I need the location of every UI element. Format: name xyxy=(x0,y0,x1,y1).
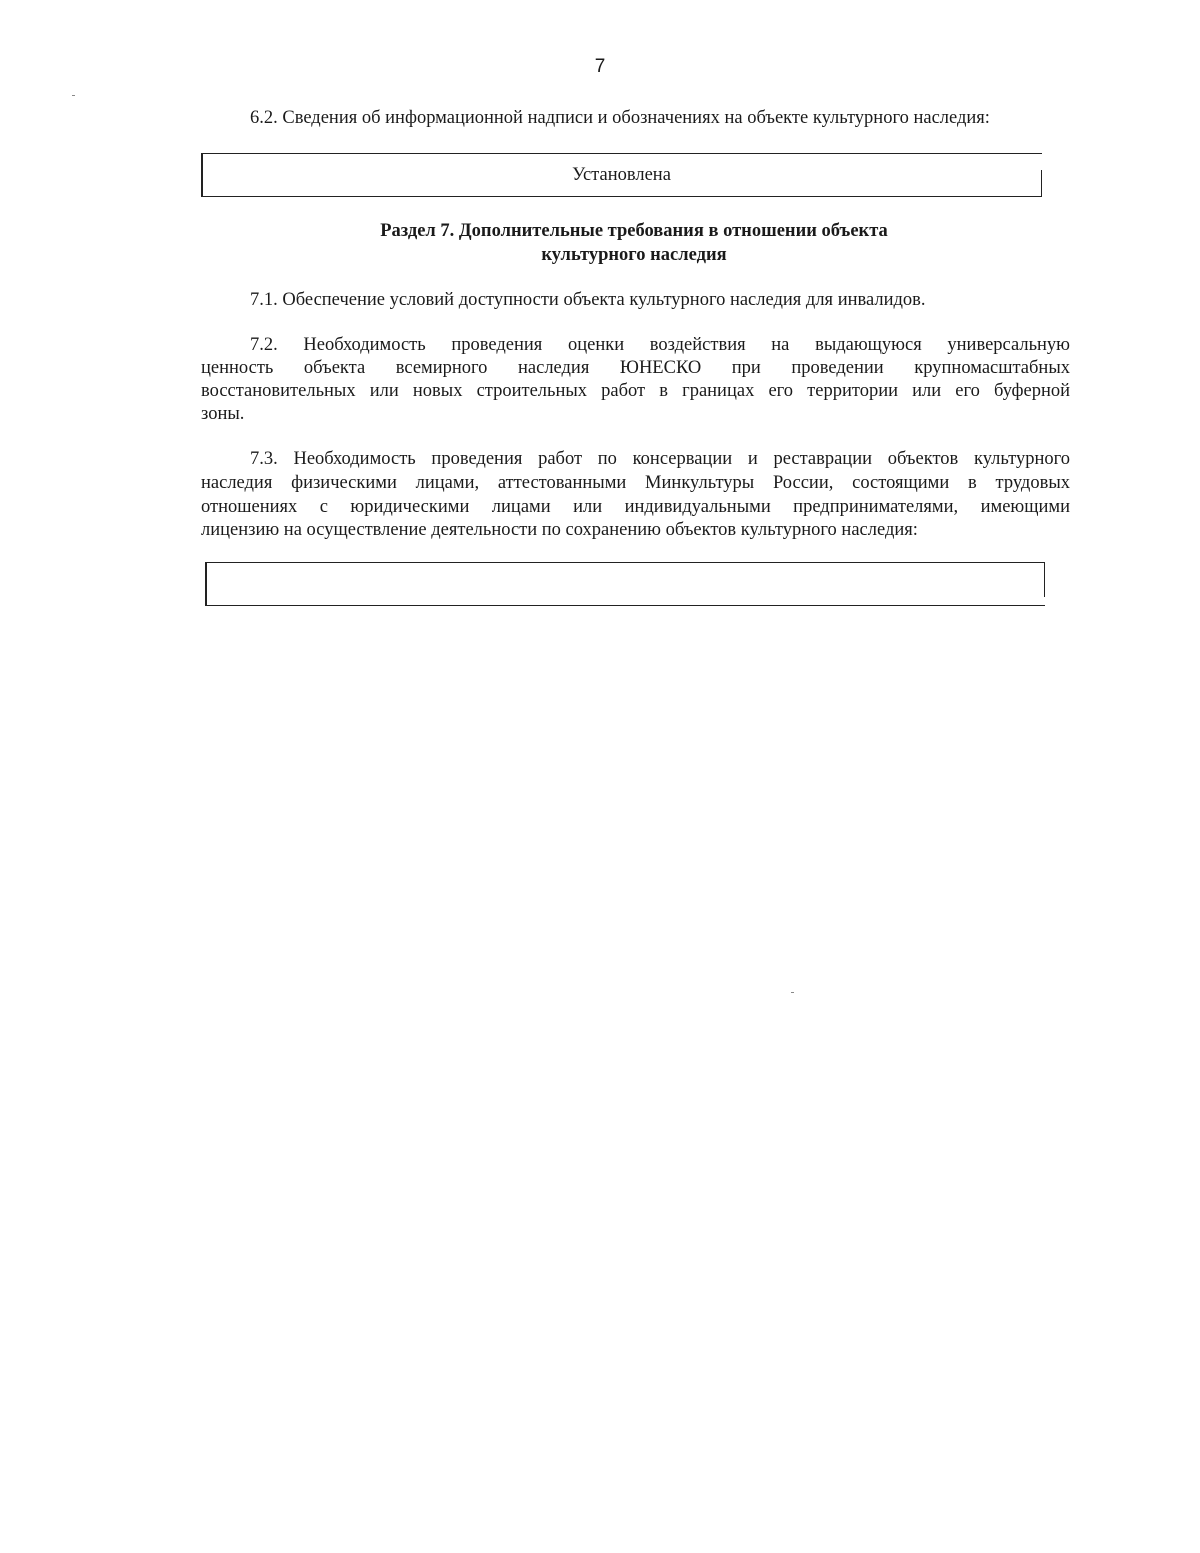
item-6-2: 6.2. Сведения об информационной надписи и обозначениях на объекте культурного наследия: xyxy=(250,108,990,128)
page-number: 7 xyxy=(594,56,606,77)
item-7-2-line-4: зоны. xyxy=(201,404,245,424)
item-7-3-line-3: отношениях с юридическими лицами или индивидуальными предпринимателями, имеющими xyxy=(201,497,1070,517)
item-7-2-line-2: ценность объекта всемирного наследия ЮНЕСКО при проведении крупномасштабных xyxy=(201,358,1070,378)
item-7-3-line-4: лицензию на осуществление деятельности по сохранению объектов культурного наследия: xyxy=(201,520,918,540)
item-7-2-line-3: восстановительных или новых строительных работ в границах его территории или его буферной xyxy=(201,381,1070,401)
scan-speck xyxy=(791,992,794,993)
item-7-2-line-1: 7.2. Необходимость проведения оценки воздействия на выдающуюся универсальную xyxy=(250,335,1070,355)
item-7-3-line-2: наследия физическими лицами, аттестованными Минкультуры России, состоящими в трудовых xyxy=(201,473,1070,493)
item-7-3-line-1: 7.3. Необходимость проведения работ по консервации и реставрации объектов культурного xyxy=(250,449,1070,469)
info-inscription-box xyxy=(201,153,1042,197)
restoration-box xyxy=(205,562,1045,606)
section-7-heading-line-2: культурного наследия xyxy=(541,245,727,265)
item-7-1: 7.1. Обеспечение условий доступности объекта культурного наследия для инвалидов. xyxy=(250,290,926,310)
info-inscription-value: Установлена xyxy=(572,165,671,185)
scan-speck xyxy=(72,95,75,96)
section-7-heading-line-1: Раздел 7. Дополнительные требования в отношении объекта xyxy=(380,221,888,241)
